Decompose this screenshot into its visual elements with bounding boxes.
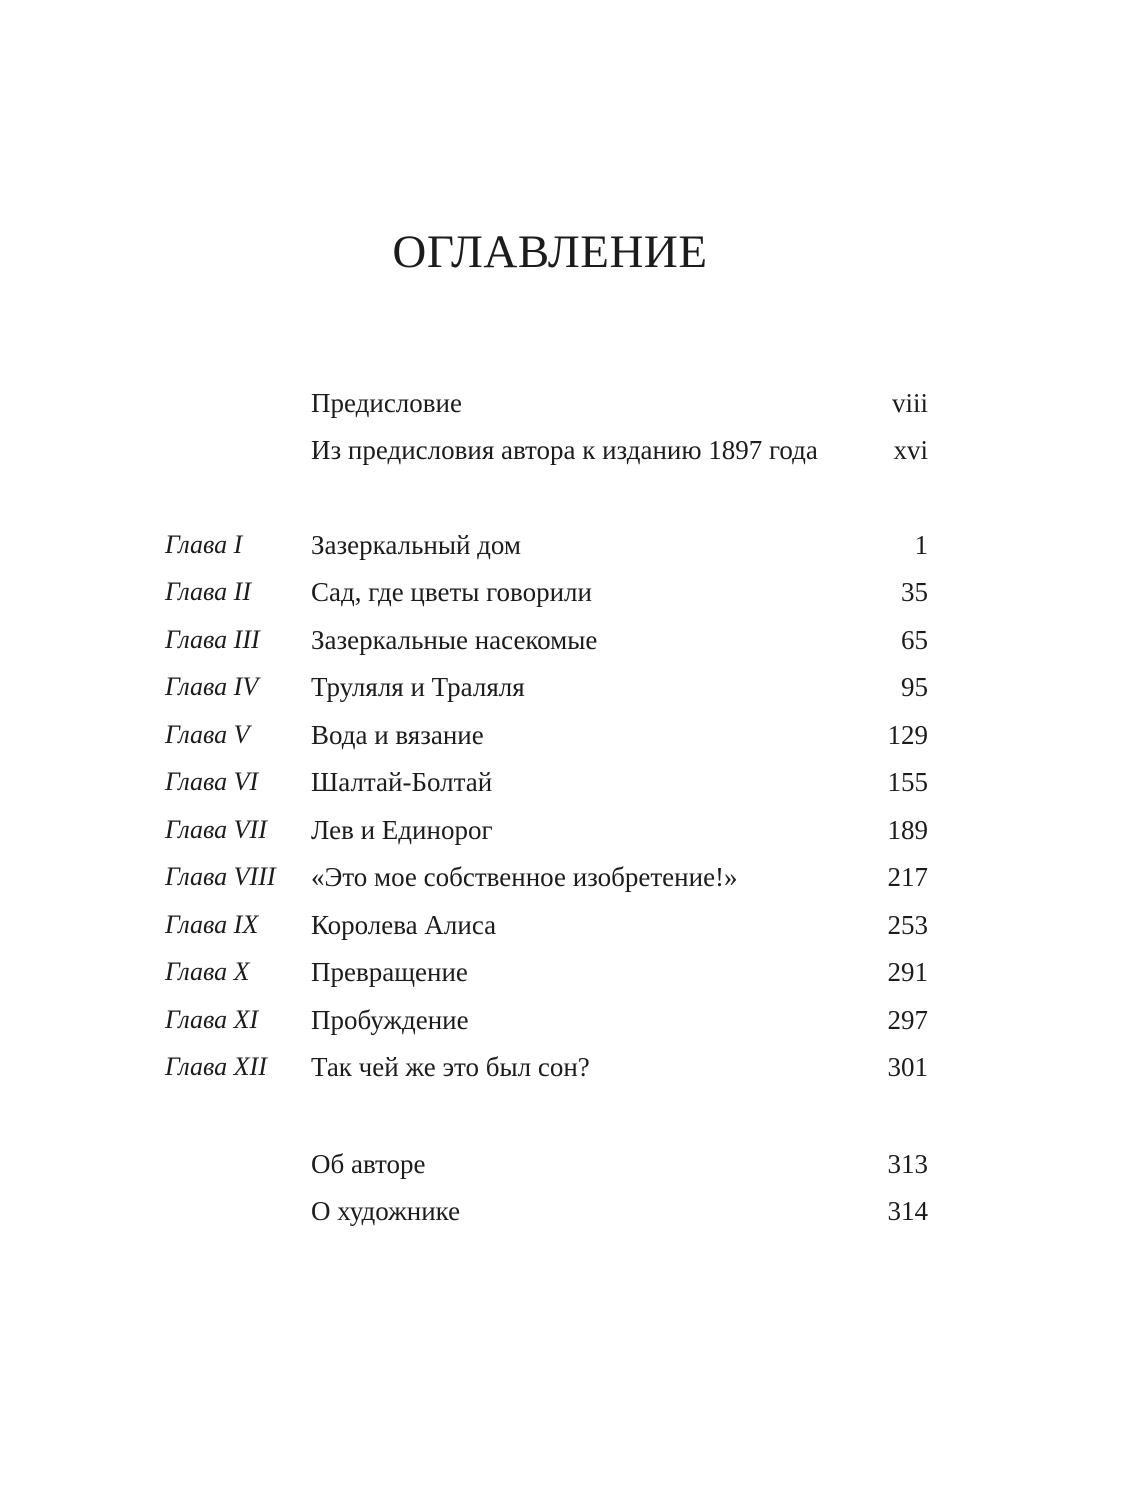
entry-page-number: 189	[887, 815, 928, 845]
toc-entry-chapter-9[interactable]	[160, 905, 930, 945]
entry-title: Вода и вязание	[311, 720, 484, 750]
toc-entry-chapter-11[interactable]	[160, 1000, 930, 1040]
chapter-label: Глава X	[165, 957, 250, 986]
toc-entry-chapter-5[interactable]	[160, 715, 930, 755]
entry-page-number: 297	[887, 1005, 928, 1035]
toc-entry-chapter-4[interactable]	[160, 667, 930, 707]
entry-page-number: 95	[901, 672, 928, 702]
entry-page-number: 1	[914, 530, 928, 560]
entry-page-number: 314	[887, 1196, 928, 1226]
entry-page-number: 217	[887, 862, 928, 892]
entry-title: Королева Алиса	[311, 910, 497, 940]
page-title: ОГЛАВЛЕНИЕ	[392, 226, 708, 278]
entry-title: Лев и Единорог	[311, 815, 493, 845]
toc-entry-author-preface[interactable]	[160, 430, 930, 470]
entry-title: Предисловие	[311, 388, 462, 418]
entry-title: Сад, где цветы говорили	[311, 577, 592, 607]
chapter-label: Глава VIII	[165, 862, 276, 891]
chapter-label: Глава II	[165, 577, 251, 606]
entry-page-number: 65	[901, 625, 928, 655]
entry-title: Труляля и Траляля	[311, 672, 525, 702]
entry-page-number: 253	[887, 910, 928, 940]
entry-page-number: xvi	[893, 435, 928, 465]
toc-entry-chapter-2[interactable]	[160, 572, 930, 612]
toc-entry-about-author[interactable]	[160, 1144, 930, 1184]
chapter-label: Глава I	[165, 530, 243, 559]
toc-entry-chapter-1[interactable]	[160, 525, 930, 565]
chapter-label: Глава IX	[165, 910, 259, 939]
entry-title: Зазеркальные насекомые	[311, 625, 598, 655]
toc-entry-chapter-10[interactable]	[160, 952, 930, 992]
toc-entry-about-illustrator[interactable]	[160, 1191, 930, 1231]
entry-title: Так чей же это был сон?	[311, 1052, 590, 1082]
toc-entry-chapter-6[interactable]	[160, 762, 930, 802]
toc-entry-chapter-8[interactable]	[160, 857, 930, 897]
chapter-label: Глава III	[165, 625, 260, 654]
entry-page-number: 313	[887, 1149, 928, 1179]
entry-title: Пробуждение	[311, 1005, 469, 1035]
entry-page-number: 291	[887, 957, 928, 987]
toc-entry-chapter-3[interactable]	[160, 620, 930, 660]
chapter-label: Глава V	[165, 720, 250, 749]
chapter-label: Глава VI	[165, 767, 259, 796]
entry-title: Об авторе	[311, 1149, 426, 1179]
entry-page-number: 155	[887, 767, 928, 797]
toc-entry-chapter-7[interactable]	[160, 810, 930, 850]
entry-page-number: 35	[901, 577, 928, 607]
entry-title: Превращение	[311, 957, 468, 987]
toc-entry-preface[interactable]	[160, 383, 930, 423]
entry-title: Шалтай-Болтай	[311, 767, 493, 797]
toc-entry-chapter-12[interactable]	[160, 1047, 930, 1087]
chapter-label: Глава XII	[165, 1052, 267, 1081]
chapter-label: Глава XI	[165, 1005, 259, 1034]
entry-page-number: 301	[887, 1052, 928, 1082]
entry-page-number: viii	[891, 388, 928, 418]
entry-page-number: 129	[887, 720, 928, 750]
entry-title: Из предисловия автора к изданию 1897 года	[311, 435, 818, 465]
chapter-label: Глава IV	[165, 672, 259, 701]
entry-title: «Это мое собственное изобретение!»	[311, 862, 738, 892]
entry-title: Зазеркальный дом	[311, 530, 521, 560]
chapter-label: Глава VII	[165, 815, 267, 844]
entry-title: О художнике	[311, 1196, 461, 1226]
